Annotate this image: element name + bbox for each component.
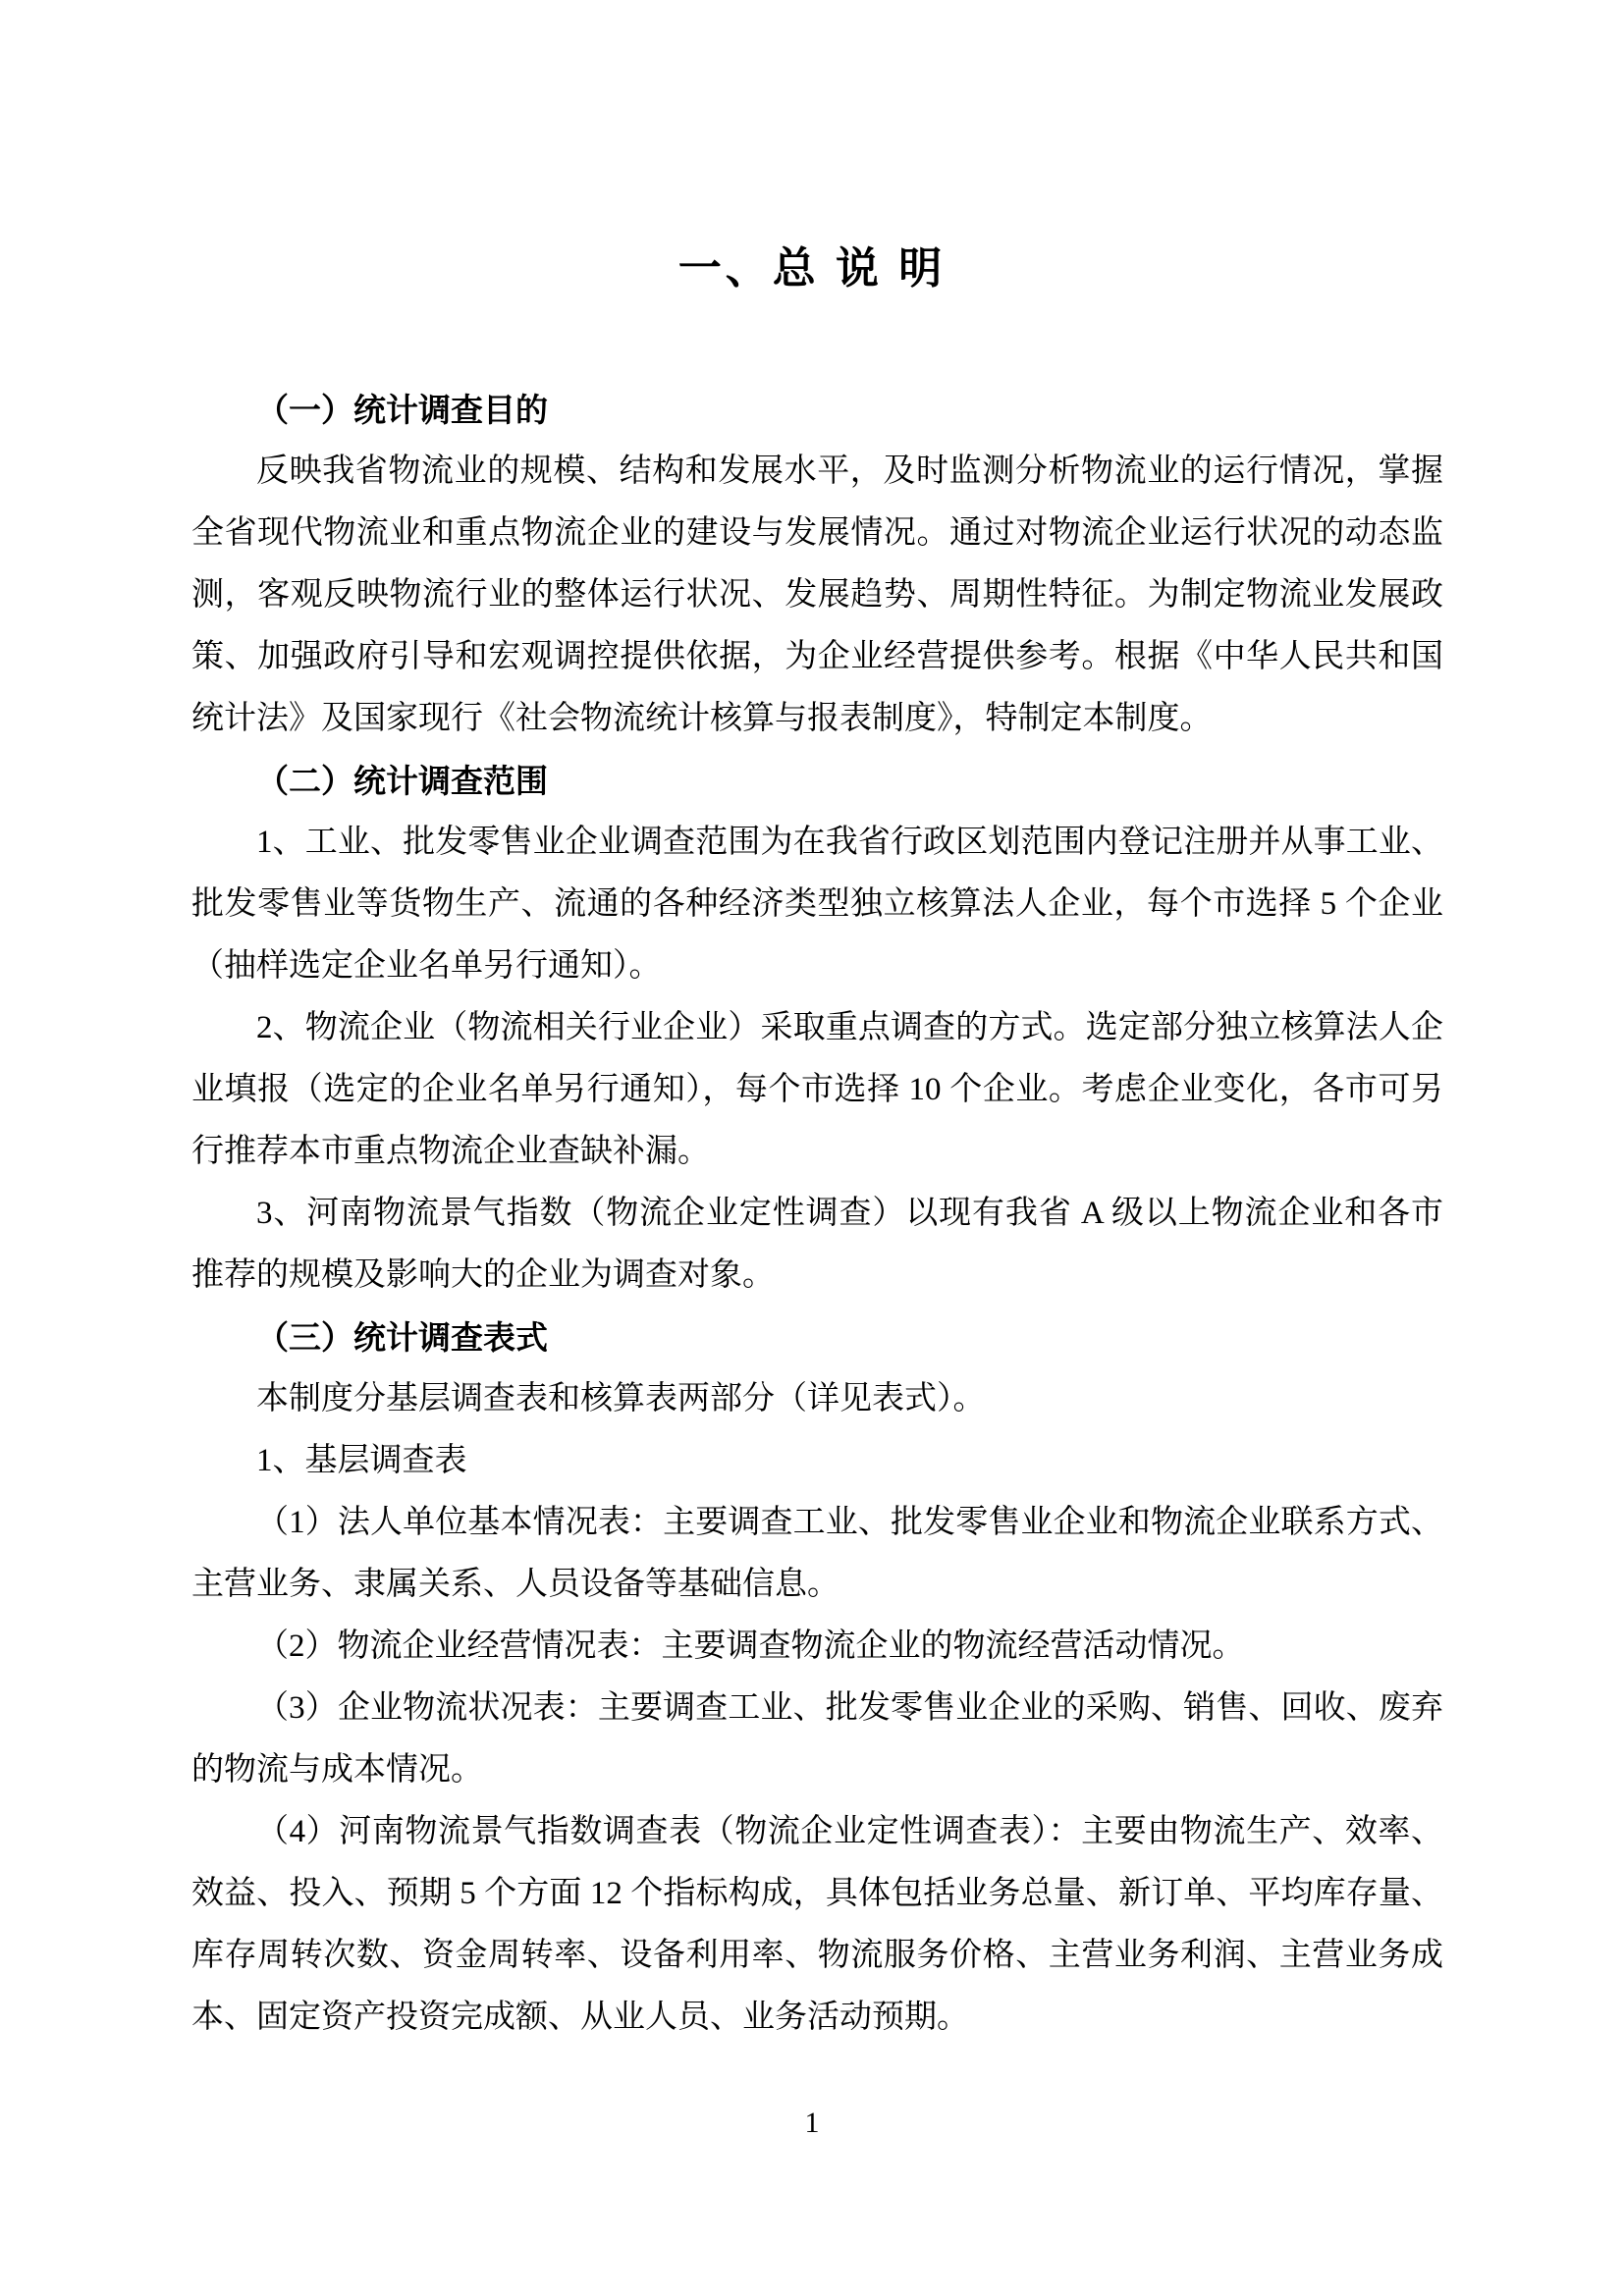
- page-number: 1: [804, 2107, 820, 2139]
- paragraph: 1、工业、批发零售业企业调查范围为在我省行政区划范围内登记注册并从事工业、批发零售业等货物生产、流通的各种经济类型独立核算法人企业，每个市选择 5 个企业（抽样选定企业名单另行通知）。: [191, 825, 1443, 984]
- section-heading: （二）统计调查范围: [256, 763, 548, 799]
- paragraph: （2）物流企业经营情况表：主要调查物流企业的物流经营活动情况。: [256, 1629, 1245, 1664]
- document-body: [191, 379, 1443, 2049]
- paragraph: 3、河南物流景气指数（物流企业定性调查）以现有我省 A 级以上物流企业和各市推荐的规模及影响大的企业为调查对象。: [191, 1196, 1443, 1293]
- paragraph: 本制度分基层调查表和核算表两部分（详见表式）。: [256, 1381, 986, 1416]
- paragraph: 反映我省物流业的规模、结构和发展水平，及时监测分析物流业的运行情况，掌握全省现代物流业和重点物流企业的建设与发展情况。通过对物流企业运行状况的动态监测，客观反映物流行业的整体运行状况、发展趋势、周期性特征。为制定物流业发展政策、加强政府引导和宏观调控提供依据，为企业经营提供参考。根据《中华人民共和国统计法》及国家现行《社会物流统计核算与报表制度》，特制定本制度。: [191, 454, 1443, 736]
- section-heading: （一）统计调查目的: [256, 392, 548, 428]
- paragraph: （1）法人单位基本情况表：主要调查工业、批发零售业企业和物流企业联系方式、主营业务、隶属关系、人员设备等基础信息。: [191, 1505, 1443, 1602]
- paragraph: （4）河南物流景气指数调查表（物流企业定性调查表）：主要由物流生产、效率、效益、投入、预期 5 个方面 12 个指标构成，具体包括业务总量、新订单、平均库存量、库存周转次数、资金周转率、设备利用率、物流服务价格、主营业务利润、主营业务成本、固定资产投资完成额、从业人员、业务活动预期。: [191, 1814, 1443, 2035]
- paragraph: 2、物流企业（物流相关行业企业）采取重点调查的方式。选定部分独立核算法人企业填报（选定的企业名单另行通知），每个市选择 10 个企业。考虑企业变化，各市可另行推荐本市重点物流企业查缺补漏。: [191, 1010, 1443, 1169]
- section-heading: （三）统计调查表式: [256, 1319, 548, 1356]
- paragraph: 1、基层调查表: [256, 1443, 467, 1478]
- paragraph: （3）企业物流状况表：主要调查工业、批发零售业企业的采购、销售、回收、废弃的物流与成本情况。: [191, 1690, 1443, 1788]
- document-title: 一、总 说 明: [677, 244, 947, 293]
